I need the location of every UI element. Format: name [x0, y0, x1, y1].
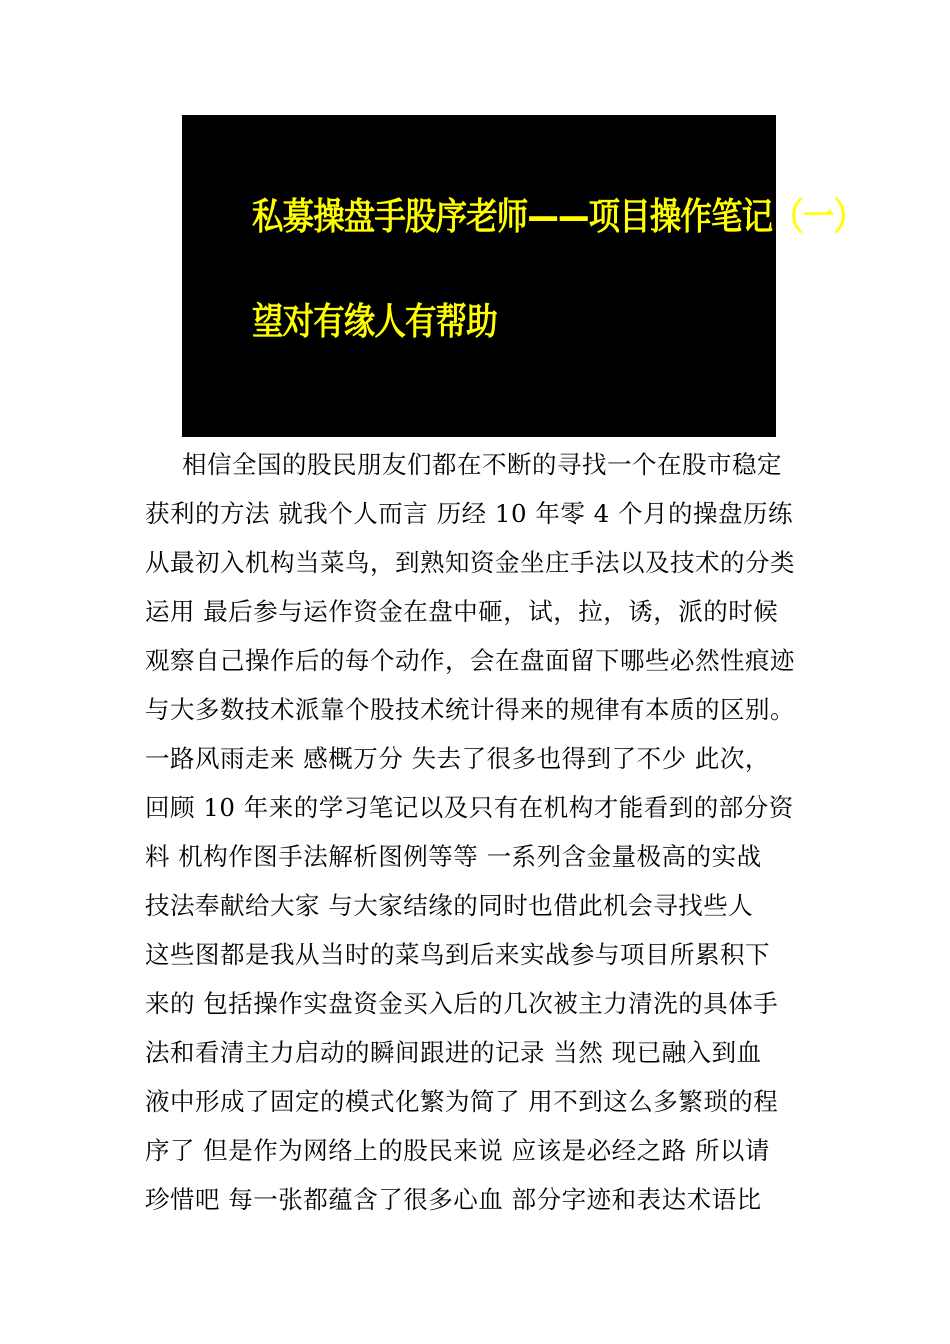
body-line: 一路风雨走来 感概万分 失去了很多也得到了不少 此次，	[145, 744, 770, 773]
body-line: 珍惜吧 每一张都蕴含了很多心血 部分字迹和表达术语比	[145, 1185, 762, 1214]
body-line: 从最初入机构当菜鸟，到熟知资金坐庄手法以及技术的分类	[145, 548, 795, 577]
body-line: 回顾 10 年来的学习笔记以及只有在机构才能看到的部分资	[145, 793, 794, 822]
body-line: 来的 包括操作实盘资金买入后的几次被主力清洗的具体手	[145, 989, 779, 1018]
body-line: 运用 最后参与运作资金在盘中砸，试，拉，诱，派的时候	[145, 597, 779, 626]
body-line: 相信全国的股民朋友们都在不断的寻找一个在股市稳定	[182, 450, 782, 479]
title-banner-image	[182, 115, 864, 437]
banner-title-line-1: 私募操盘手股序老师——项目操作笔记（一）	[252, 195, 864, 238]
article-body	[145, 440, 810, 1224]
body-line: 料 机构作图手法解析图例等等 一系列含金量极高的实战	[145, 842, 762, 871]
body-line: 观察自己操作后的每个动作，会在盘面留下哪些必然性痕迹	[145, 646, 795, 675]
banner-title-line-2: 望对有缘人有帮助	[252, 300, 497, 343]
body-line: 法和看清主力启动的瞬间跟进的记录 当然 现已融入到血	[145, 1038, 762, 1067]
body-line: 技法奉献给大家 与大家结缘的同时也借此机会寻找些人	[145, 891, 754, 920]
body-line: 序了 但是作为网络上的股民来说 应该是必经之路 所以请	[145, 1136, 770, 1165]
body-line: 这些图都是我从当时的菜鸟到后来实战参与项目所累积下	[145, 940, 770, 969]
body-line: 液中形成了固定的模式化繁为简了 用不到这么多繁琐的程	[145, 1087, 779, 1116]
body-line: 获利的方法 就我个人而言 历经 10 年零 4 个月的操盘历练	[145, 499, 793, 528]
body-line: 与大多数技术派靠个股技术统计得来的规律有本质的区别。	[145, 695, 795, 724]
